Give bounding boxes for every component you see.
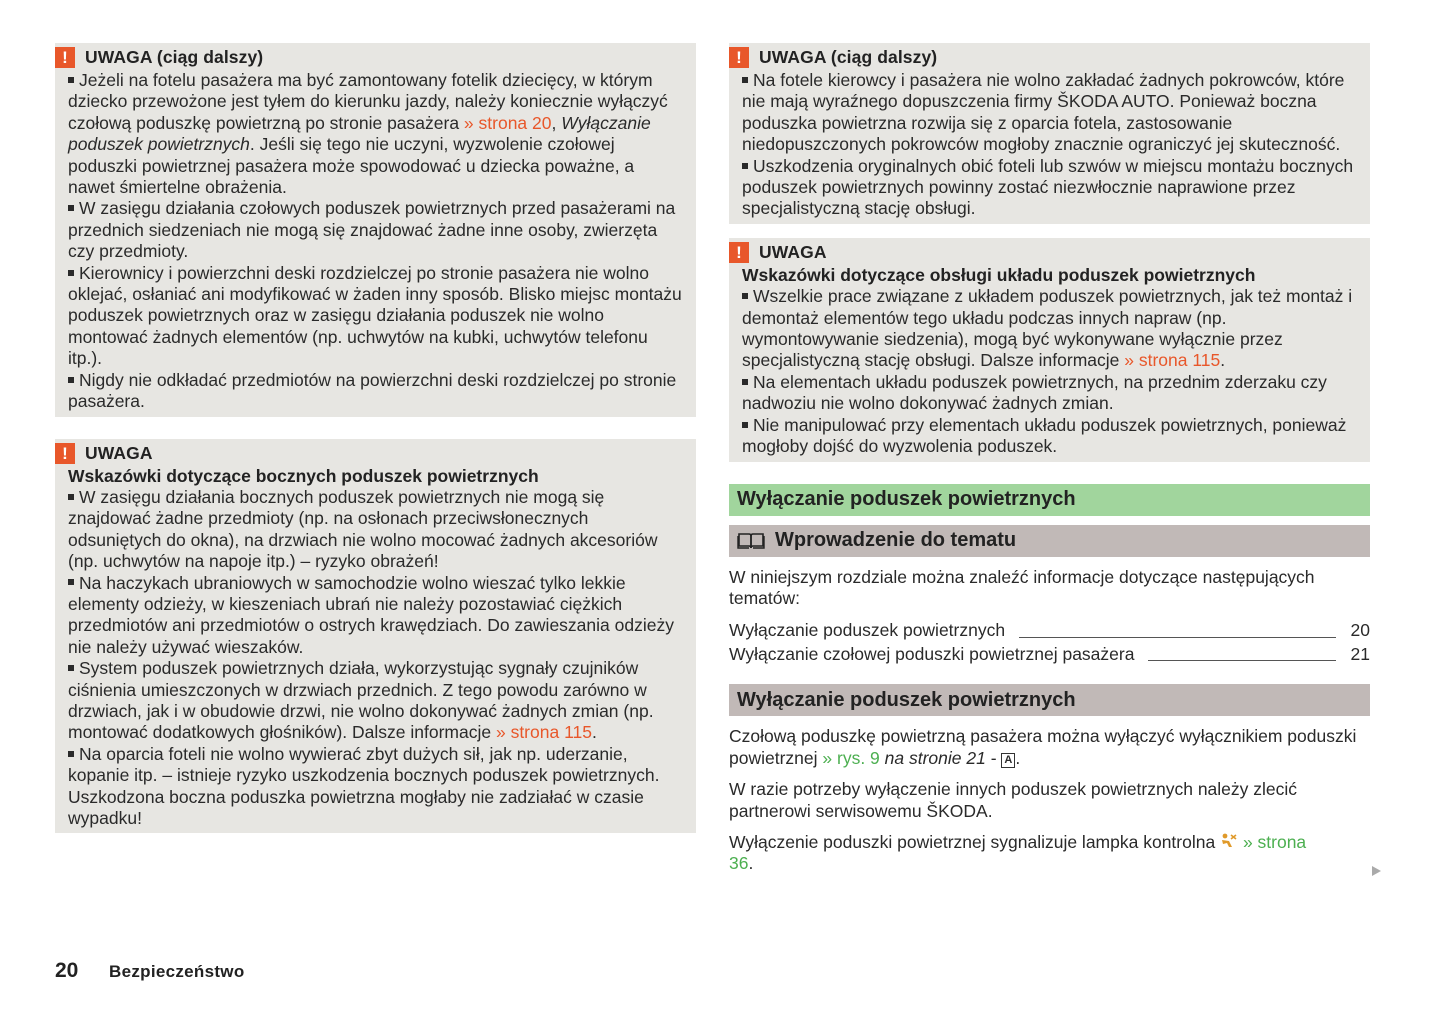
warning-item: Wszelkie prace związane z układem poduszek powietrznych, jak też montaż i demontaż elementów tego układu podczas innych napraw (np. wymontowywanie siedzenia), mogą być wykonywane wyłącznie przez specjalistyczną stację obsługi. Dalsze informacje » strona 115. bbox=[742, 286, 1353, 371]
figure-callout-label: A bbox=[1001, 753, 1015, 768]
page-link[interactable]: » strona 115 bbox=[495, 722, 592, 743]
warning-item: Nigdy nie odkładać przedmiotów na powierzchni deski rozdzielczej po stronie pasażera. bbox=[68, 369, 677, 412]
bullet-icon bbox=[68, 205, 74, 211]
warning-item: Nie manipulować przy elementach układu poduszek powietrznych, ponieważ mogłoby dojść do wyzwolenia poduszek. bbox=[742, 414, 1347, 457]
warning-item: System poduszek powietrznych działa, wykorzystując sygnały czujników ciśnienia umieszczonych w drzwiach przednich. Z tego powodu zarówno w drzwiach, jak i w obudowie drzwi, nie wolno dokonywać żadnych zmian (np. montować dodatkowych głośników). Dalsze informacje » strona 115. bbox=[68, 658, 654, 743]
warning-icon: ! bbox=[55, 47, 75, 68]
toc-leader bbox=[1148, 660, 1336, 661]
left-column bbox=[55, 43, 696, 845]
intro-heading: Wprowadzenie do tematu bbox=[729, 525, 1370, 557]
warning-item: Jeżeli na fotelu pasażera ma być zamontowany fotelik dziecięcy, w którym dziecko przewożone jest tyłem do kierunku jazdy, należy koniecznie wyłączyć czołową poduszkę powietrzną po stronie pasażera » strona 20, Wyłączanie poduszek powietrznych. Jeśli się tego nie uczyni, wyzwolenie czołowej poduszki powietrznej pasażera może spowodować u dziecka poważne, a nawet śmiertelne obrażenia. bbox=[68, 70, 668, 198]
warning-icon: ! bbox=[729, 242, 749, 263]
airbag-off-warning-icon bbox=[1220, 833, 1238, 849]
warning-item: Na oparcia foteli nie wolno wywierać zbyt dużych sił, jak np. uderzanie, kopanie itp. – istnieje ryzyko uszkodzenia bocznych poduszek powietrznych. Uszkodzona boczna poduszka powietrzna mogłaby nie zadziałać w czasie wypadku! bbox=[68, 743, 660, 828]
section-heading: Wyłączanie poduszek powietrznych bbox=[729, 684, 1370, 716]
page-link[interactable]: » strona 36 bbox=[729, 831, 1307, 874]
toc-label: Wyłączanie czołowej poduszki powietrznej pasażera bbox=[729, 643, 1135, 664]
bullet-icon bbox=[68, 270, 74, 276]
toc-leader bbox=[1019, 637, 1336, 638]
warning-box-continued bbox=[55, 43, 696, 417]
warning-box-continued bbox=[729, 43, 1370, 224]
warning-item: Uszkodzenia oryginalnych obić foteli lub szwów w miejscu montażu bocznych poduszek powietrznych powinny zostać niezwłocznie naprawione przez specjalistyczną stację obsługi. bbox=[742, 155, 1354, 219]
toc-page: 21 bbox=[1350, 643, 1370, 664]
toc-page: 20 bbox=[1350, 620, 1370, 641]
warning-subtitle: Wskazówki dotyczące obsługi układu poduszek powietrznych bbox=[742, 264, 1256, 285]
warning-item: W zasięgu działania czołowych poduszek powietrznych przed pasażerami na przednich siedzeniach nie mogą się znajdować żadne inne osoby, zwierzęta czy przedmioty. bbox=[68, 198, 676, 262]
section-reference: Wyłączanie poduszek powietrznych bbox=[68, 112, 651, 155]
warning-item: Kierownicy i powierzchni deski rozdzielczej po stronie pasażera nie wolno oklejać, osłaniać ani modyfikować w żaden inny sposób. Blisko miejsc montażu poduszek powietrznych oraz w zasięgu działania poduszek nie wolno montować żadnych elementów (np. uchwytów na kubki, uchwytów telefonu itp.). bbox=[68, 262, 682, 369]
toc-entry[interactable] bbox=[729, 643, 1370, 667]
section-paragraph: Czołową poduszkę powietrzną pasażera można wyłączyć wyłącznikiem poduszki powietrznej » rys. 9 na stronie 21 - A . bbox=[729, 726, 1357, 768]
right-column bbox=[729, 43, 1370, 875]
section-paragraph: Wyłączenie poduszki powietrznej sygnalizuje lampka kontrolna » strona 36. bbox=[729, 831, 1307, 874]
bullet-icon bbox=[68, 579, 74, 585]
chapter-name: Bezpieczeństwo bbox=[109, 962, 245, 981]
warning-title: UWAGA (ciąg dalszy) bbox=[85, 47, 264, 67]
table-of-contents bbox=[729, 619, 1370, 666]
bullet-icon bbox=[68, 77, 74, 83]
warning-box-side-airbags bbox=[55, 439, 696, 834]
warning-box-airbag-service bbox=[729, 238, 1370, 462]
bullet-icon bbox=[742, 77, 748, 83]
bullet-icon bbox=[742, 293, 748, 299]
toc-label: Wyłączanie poduszek powietrznych bbox=[729, 620, 1006, 641]
bullet-icon bbox=[68, 377, 74, 383]
warning-item: W zasięgu działania bocznych poduszek powietrznych nie mogą się znajdować żadne przedmioty (np. na osłonach przeciwsłonecznych odsuniętych do okna), na drzwiach nie wolno mocować żadnych akcesoriów (np. uchwytów na napoje itp.) – ryzyko obrażeń! bbox=[68, 486, 658, 572]
warning-item: Na fotele kierowcy i pasażera nie wolno zakładać żadnych pokrowców, które nie mają wyraźnego dopuszczenia firmy ŠKODA AUTO. Ponieważ boczna poduszka powietrzna rozwija się z oparcia fotela, zastosowanie niedopuszczonych pokrowców mogłoby znacznie ograniczyć jej skuteczność. bbox=[742, 70, 1345, 155]
next-page-arrow-icon[interactable] bbox=[1372, 866, 1381, 876]
bullet-icon bbox=[742, 163, 748, 169]
toc-entry[interactable] bbox=[729, 619, 1370, 643]
warning-item: Na elementach układu poduszek powietrznych, na przednim zderzaku czy nadwoziu nie wolno dokonywać żadnych zmian. bbox=[742, 371, 1327, 414]
warning-item: Na haczykach ubraniowych w samochodzie wolno wieszać tylko lekkie elementy odzieży, w kieszeniach ubrań nie należy pozostawiać ciężkich przedmiotów ani przedmiotów o ostrych krawędziach. Do zawieszania odzieży nie należy używać wieszaków. bbox=[68, 572, 674, 657]
page-link[interactable]: » strona 115 bbox=[1124, 350, 1221, 371]
bullet-icon bbox=[68, 665, 74, 671]
bullet-icon bbox=[68, 751, 74, 757]
book-icon bbox=[737, 532, 765, 550]
bullet-icon bbox=[68, 494, 74, 500]
bullet-icon bbox=[742, 422, 748, 428]
chapter-heading: Wyłączanie poduszek powietrznych bbox=[729, 484, 1370, 516]
section-paragraph: W razie potrzeby wyłączenie innych poduszek powietrznych należy zlecić partnerowi serwisowemu ŠKODA. bbox=[729, 779, 1298, 821]
page-number: 20 bbox=[55, 959, 79, 982]
warning-subtitle: Wskazówki dotyczące bocznych poduszek powietrznych bbox=[68, 465, 539, 486]
page-link[interactable]: » strona 20 bbox=[463, 112, 552, 133]
warning-title: UWAGA bbox=[85, 442, 153, 463]
bullet-icon bbox=[742, 379, 748, 385]
figure-link[interactable]: » rys. 9 bbox=[822, 747, 880, 768]
intro-text: W niniejszym rozdziale można znaleźć informacje dotyczące następujących tematów: bbox=[729, 566, 1315, 608]
warning-title: UWAGA (ciąg dalszy) bbox=[759, 47, 938, 67]
warning-icon: ! bbox=[55, 443, 75, 464]
warning-title: UWAGA bbox=[759, 241, 827, 262]
warning-icon: ! bbox=[729, 47, 749, 68]
page-footer bbox=[55, 959, 245, 983]
